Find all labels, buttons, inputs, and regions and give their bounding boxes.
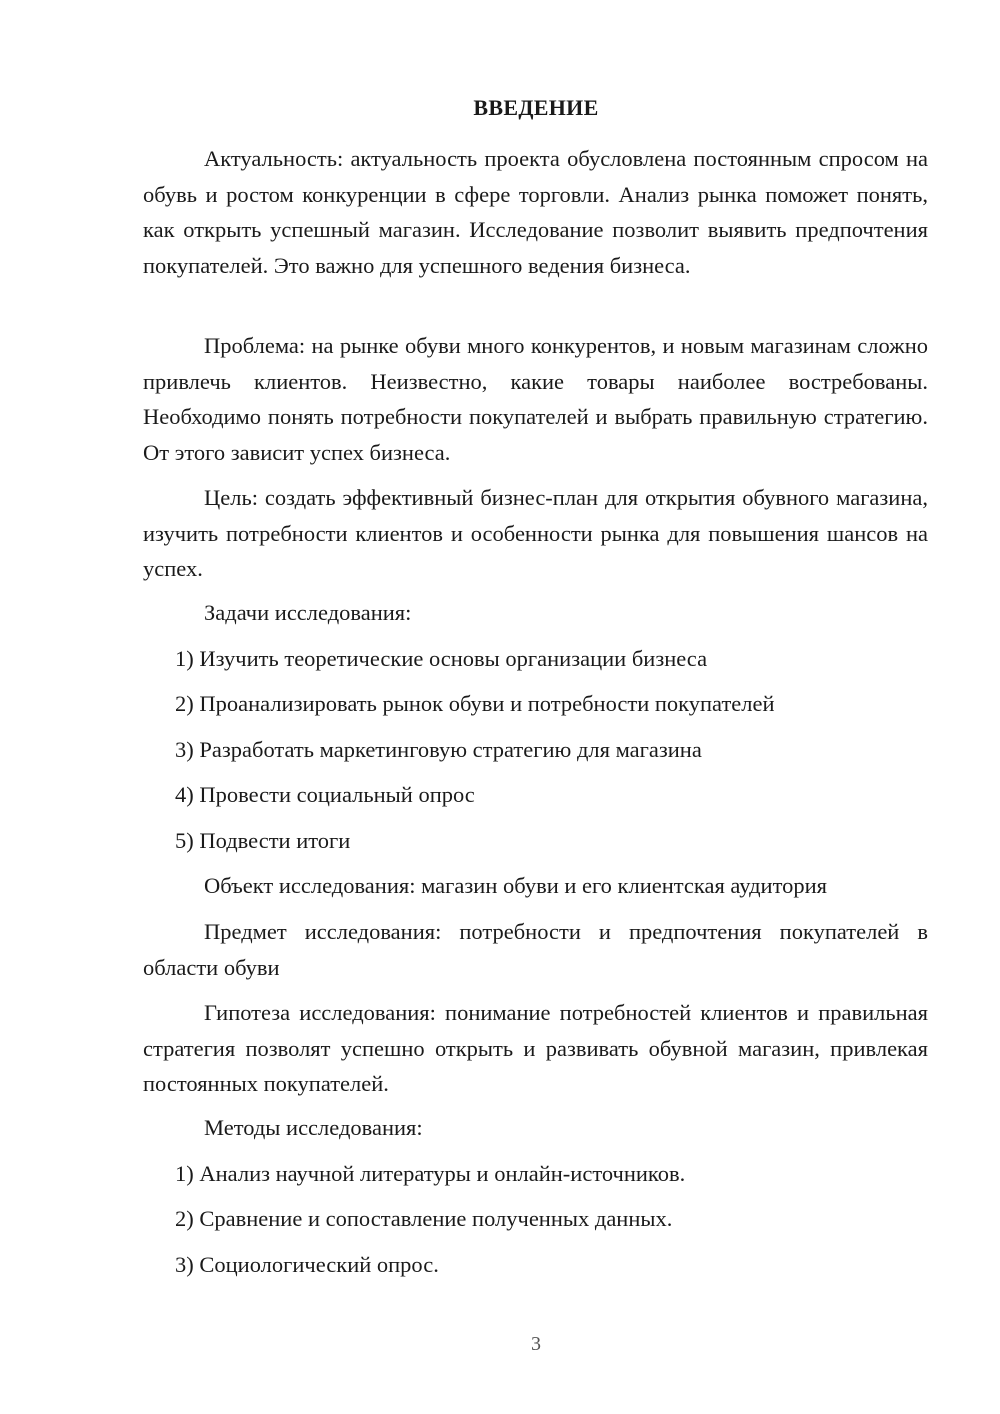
paragraph-hypothesis: Гипотеза исследования: понимание потребностей клиентов и правильная стратегия позволят успешно открыть и развивать обувной магазин, привлекая постоянных покупателей.	[143, 1000, 928, 1096]
task-item-1: 1) Изучить теоретические основы организации бизнеса	[175, 646, 708, 671]
methods-heading: Методы исследования:	[204, 1115, 423, 1140]
paragraph-problem: Проблема: на рынке обуви много конкурентов, и новым магазинам сложно привлечь клиентов. Неизвестно, какие товары наиболее востребованы. Необходимо понять потребности покупателей и выбрать правильную стратегию. От этого зависит успех бизнеса.	[143, 333, 928, 465]
tasks-heading: Задачи исследования:	[204, 600, 412, 625]
task-item-2: 2) Проанализировать рынок обуви и потребности покупателей	[175, 691, 775, 716]
paragraph-goal: Цель: создать эффективный бизнес-план для открытия обувного магазина, изучить потребности клиентов и особенности рынка для повышения шансов на успех.	[143, 485, 928, 581]
task-item-3: 3) Разработать маркетинговую стратегию для магазина	[175, 737, 702, 762]
section-title: ВВЕДЕНИЕ	[473, 95, 599, 120]
task-item-4: 4) Провести социальный опрос	[175, 782, 475, 807]
method-item-3: 3) Социологический опрос.	[175, 1252, 439, 1277]
paragraph-object: Объект исследования: магазин обуви и его клиентская аудитория	[204, 873, 828, 898]
paragraph-subject: Предмет исследования: потребности и предпочтения покупателей в области обуви	[143, 919, 928, 980]
paragraph-relevance: Актуальность: актуальность проекта обусловлена постоянным спросом на обувь и ростом конкуренции в сфере торговли. Анализ рынка поможет понять, как открыть успешный магазин. Исследование позволит выявить предпочтения покупателей. Это важно для успешного ведения бизнеса.	[143, 146, 928, 278]
task-item-5: 5) Подвести итоги	[175, 828, 351, 853]
page-number: 3	[531, 1333, 541, 1355]
method-item-2: 2) Сравнение и сопоставление полученных данных.	[175, 1206, 673, 1231]
method-item-1: 1) Анализ научной литературы и онлайн-источников.	[175, 1161, 686, 1186]
